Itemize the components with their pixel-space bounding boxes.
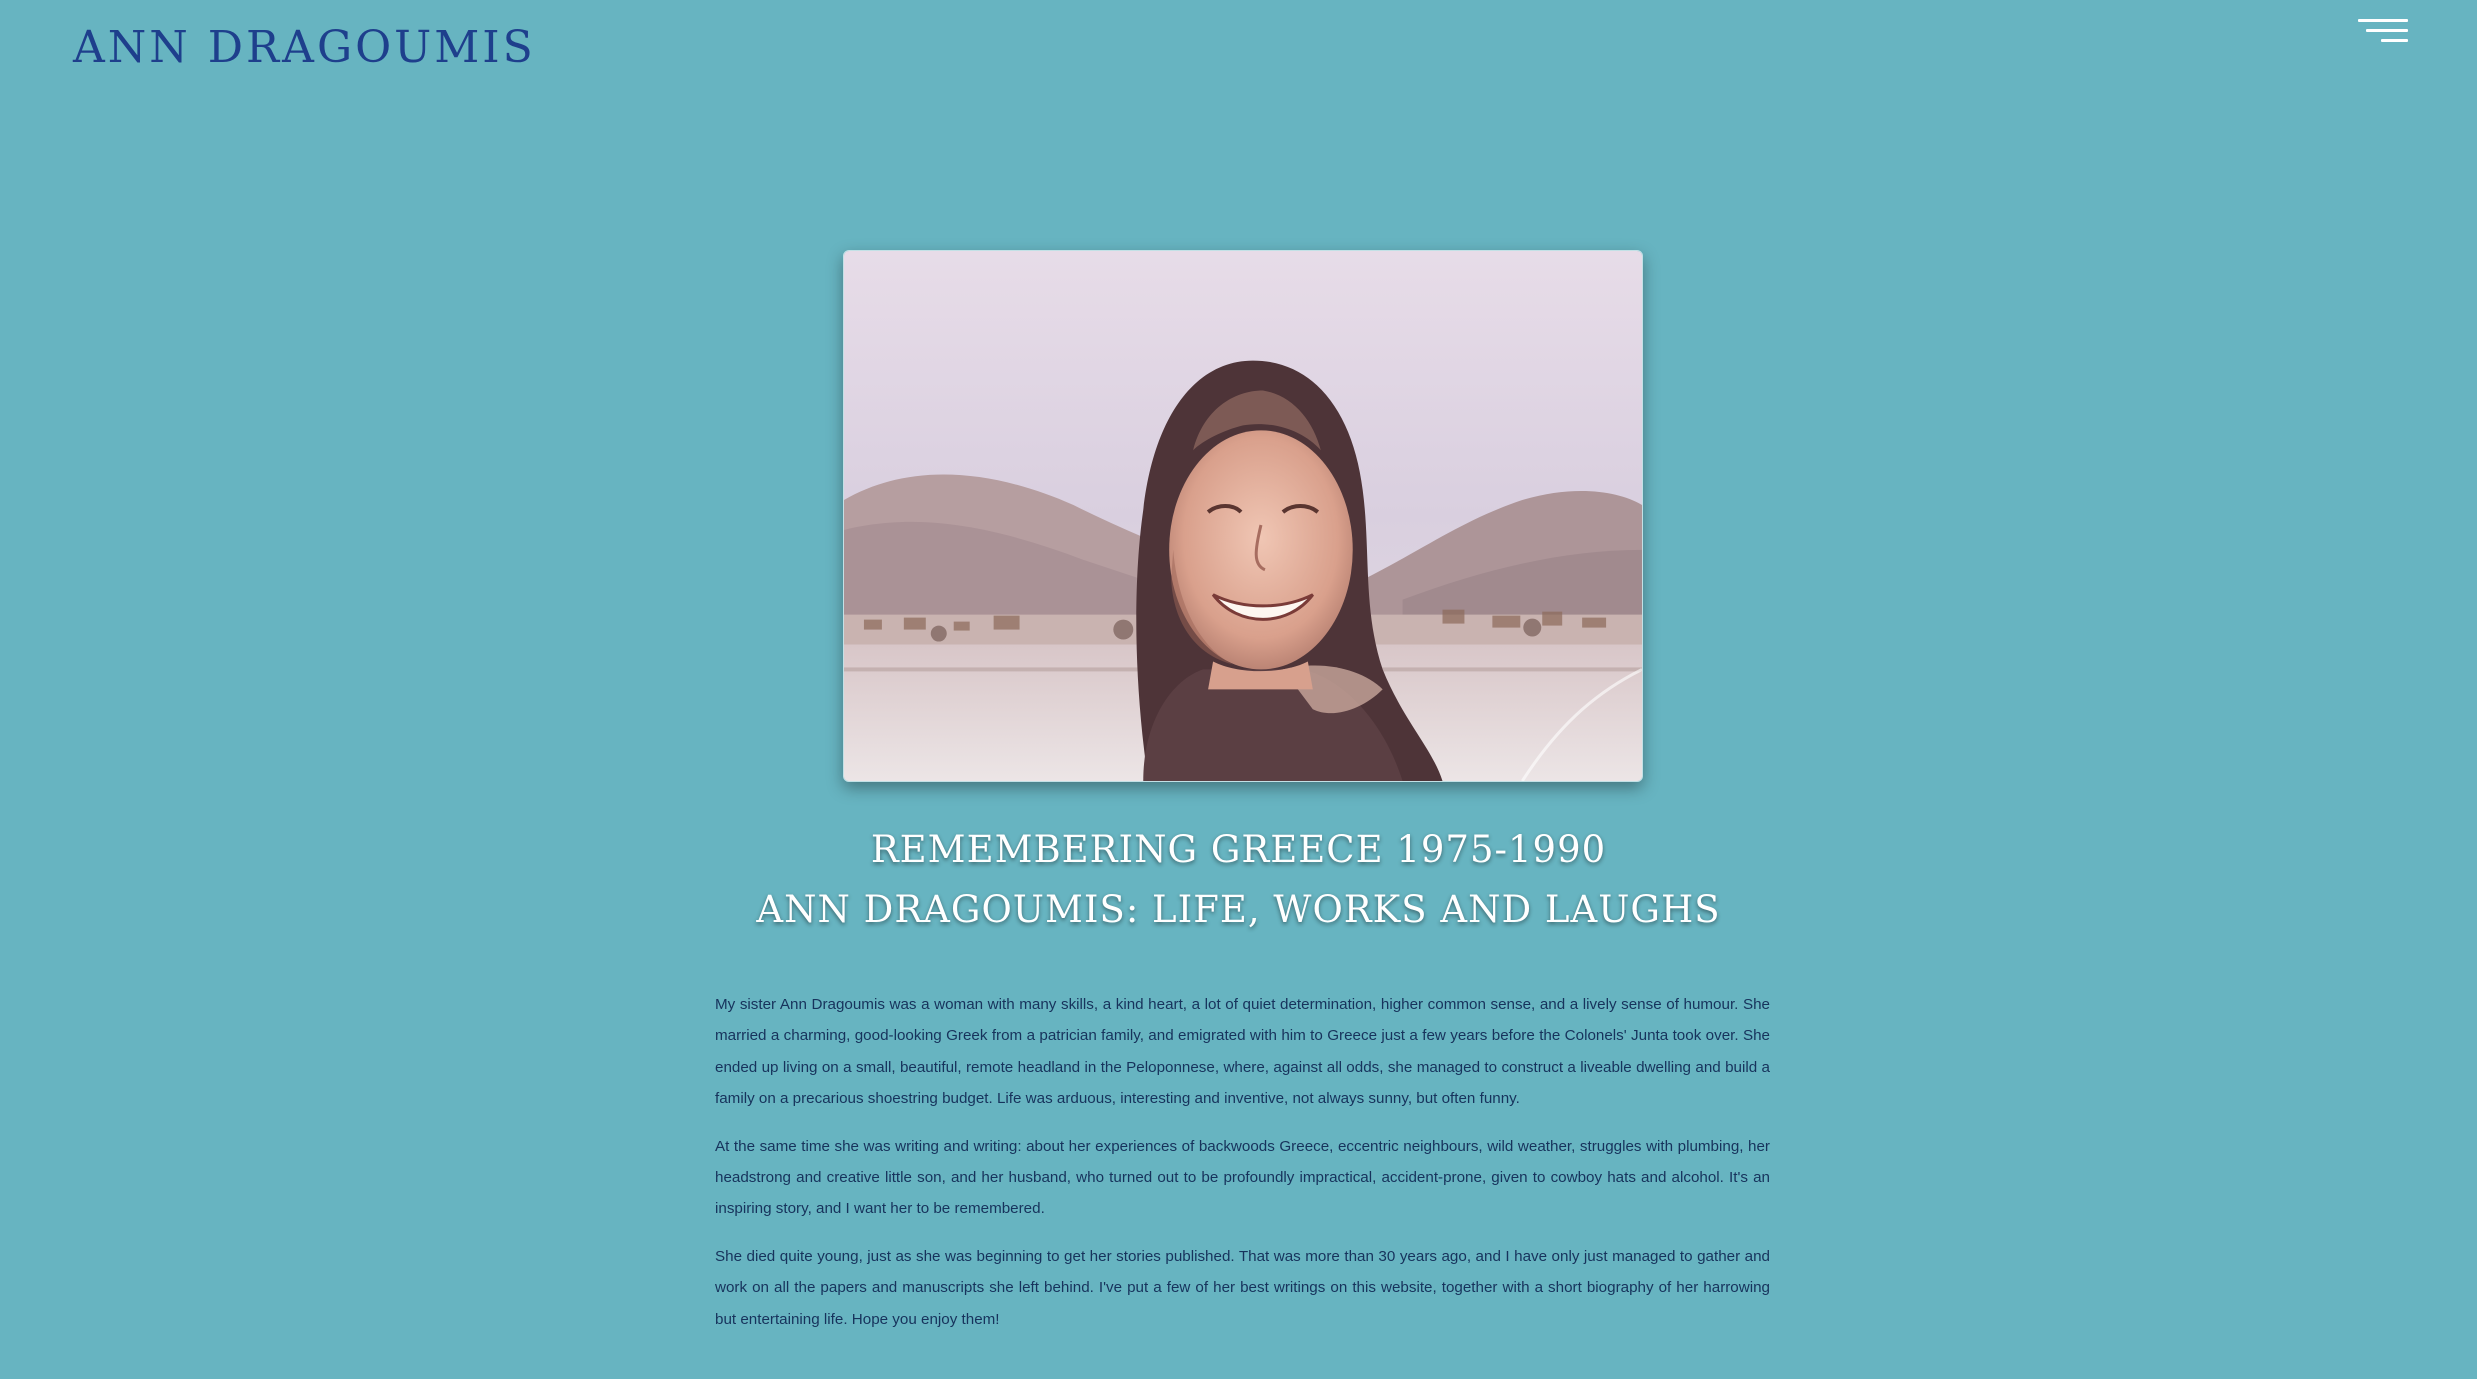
intro-text	[715, 989, 1770, 1351]
menu-bar	[2381, 39, 2408, 42]
page-heading-line2: ANN DRAGOUMIS: LIFE, WORKS AND LAUGHS	[756, 888, 1721, 931]
menu-bar	[2358, 19, 2408, 22]
portrait-photo	[844, 251, 1642, 781]
intro-paragraph: At the same time she was writing and writing: about her experiences of backwoods Greece, eccentric neighbours, wild weather, struggles with plumbing, her headstrong and creative little son, and her husband, who turned out to be profoundly impractical, accident-prone, given to cowboy hats and alcohol. It's an inspiring story, and I want her to be remembered.	[715, 1137, 1770, 1218]
site-title[interactable]: ANN DRAGOUMIS	[73, 22, 536, 73]
intro-paragraph: She died quite young, just as she was beginning to get her stories published. That was more than 30 years ago, and I have only just managed to gather and work on all the papers and manuscripts she left behind. I've put a few of her best writings on this website, together with a short biography of her harrowing but entertaining life. Hope you enjoy them!	[715, 1247, 1770, 1328]
hamburger-menu-icon[interactable]	[2353, 14, 2413, 54]
intro-paragraph: My sister Ann Dragoumis was a woman with many skills, a kind heart, a lot of quiet determination, higher common sense, and a lively sense of humour. She married a charming, good-looking Greek from a patrician family, and emigrated with him to Greece just a few years before the Colonels' Junta took over. She ended up living on a small, beautiful, remote headland in the Peloponnese, where, against all odds, she managed to construct a liveable dwelling and build a family on a precarious shoestring budget. Life was arduous, interesting and inventive, not always sunny, but often funny.	[715, 996, 1770, 1108]
menu-bar	[2366, 29, 2408, 32]
page-heading-line1: REMEMBERING GREECE 1975-1990	[870, 828, 1607, 871]
hero-photo	[843, 250, 1643, 782]
